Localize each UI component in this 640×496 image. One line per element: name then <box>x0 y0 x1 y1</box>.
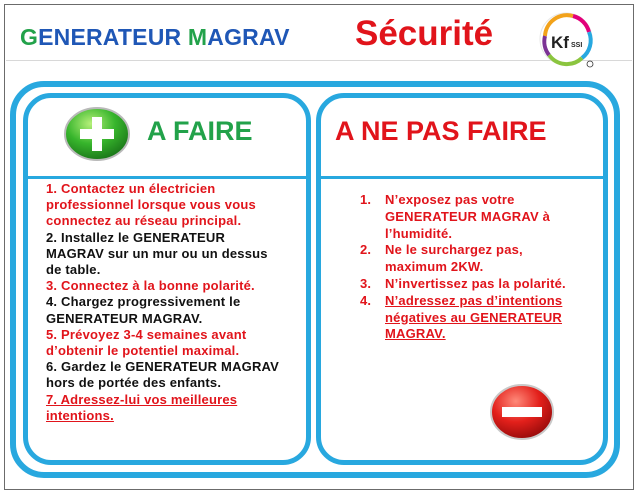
do-list <box>46 181 286 424</box>
list-item <box>360 192 580 242</box>
list-item-text: N’adressez pas d’intentions négatives au GENERATEUR MAGRAV. <box>385 292 563 342</box>
list-item-text: N’invertissez pas la polarité. <box>385 275 566 291</box>
list-item: 6. Gardez le GENERATEUR MAGRAV hors de portée des enfants. <box>46 359 280 391</box>
kfssi-logo <box>537 10 595 68</box>
list-item: 1. Contactez un électricien professionnel lorsque vous vous connectez au réseau principal. <box>46 181 256 229</box>
list-item: 5. Prévoyez 3-4 semaines avant d’obtenir le potentiel maximal. <box>46 326 247 359</box>
brand-title <box>20 24 290 51</box>
list-item: 3. Connectez à la bonne polarité. <box>46 278 255 294</box>
list-item <box>360 276 580 293</box>
page-title: Sécurité <box>355 14 494 53</box>
logo-text: Kf <box>551 33 569 52</box>
list-item: 4. Chargez progressivement le GENERATEUR MAGRAV. <box>46 294 241 326</box>
list-item-text: Ne le surchargez pas, maximum 2KW. <box>385 242 523 275</box>
do-panel-divider <box>27 176 307 179</box>
brand-part: G <box>20 24 39 50</box>
minus-icon <box>488 383 556 441</box>
list-item-number: 1. <box>360 192 372 207</box>
list-item: 7. Adressez-lui vos meilleures intentions. <box>46 391 238 423</box>
plus-icon <box>63 106 131 162</box>
dont-panel-divider <box>320 176 604 179</box>
brand-part: AGRAV <box>207 24 290 50</box>
dont-list <box>360 192 580 343</box>
list-item <box>360 293 580 343</box>
dont-heading: A NE PAS FAIRE <box>335 116 547 146</box>
logo-sub-text: SSI <box>571 42 583 49</box>
list-item-number: 3. <box>360 275 372 291</box>
list-item-number: 4. <box>360 292 372 308</box>
brand-part: ENERATEUR <box>38 24 188 50</box>
list-item-number: 2. <box>360 242 372 258</box>
list-item <box>360 242 580 276</box>
do-heading: A FAIRE <box>147 116 253 146</box>
brand-part: M <box>187 24 208 50</box>
list-item-text: N’exposez pas votre GENERATEUR MAGRAV à l’humidité. <box>385 192 551 241</box>
list-item: 2. Installez le GENERATEUR MAGRAV sur un mur ou un dessus de table. <box>46 229 268 278</box>
